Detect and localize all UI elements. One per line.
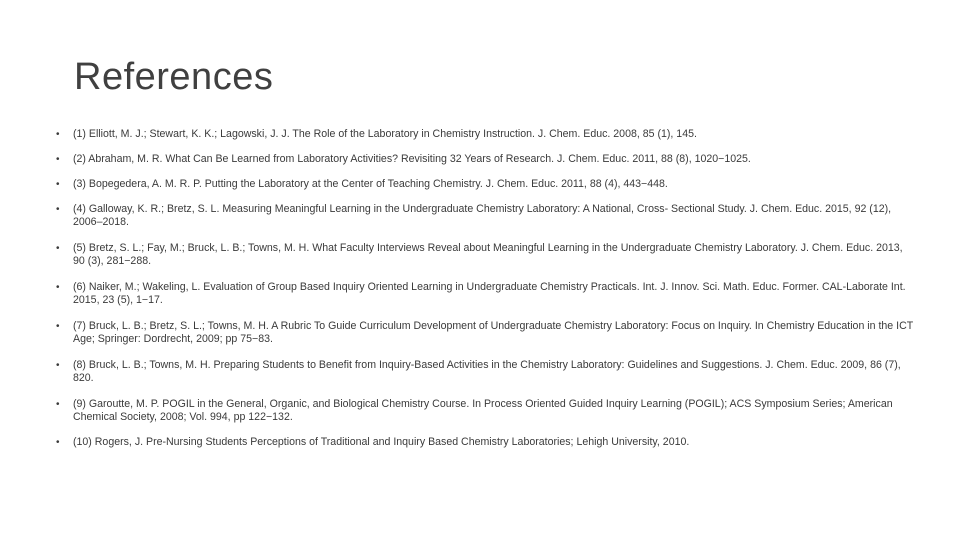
list-item (56, 203, 916, 229)
bullet-icon: • (56, 437, 60, 448)
reference-text: (2) Abraham, M. R. What Can Be Learned from Laboratory Activities? Revisiting 32 Years of Research. J. Chem. Educ. 2011, 88 (8), 1020−1025. (73, 153, 751, 165)
bullet-icon: • (56, 154, 60, 165)
bullet-icon: • (56, 360, 60, 371)
list-item (56, 128, 697, 141)
bullet-icon: • (56, 179, 60, 190)
bullet-icon: • (56, 129, 60, 140)
list-item (56, 359, 916, 385)
list-item (56, 281, 916, 307)
page-title: References (74, 56, 274, 98)
bullet-icon: • (56, 282, 60, 293)
bullet-icon: • (56, 243, 60, 254)
reference-text: (7) Bruck, L. B.; Bretz, S. L.; Towns, M. H. A Rubric To Guide Curriculum Development of Undergraduate Chemistry Laboratory: Focus on Inquiry. In Chemistry Education in the ICT Age; Springer: Dordrecht, 2009; pp 75−83. (73, 320, 914, 345)
bullet-icon: • (56, 321, 60, 332)
reference-text: (6) Naiker, M.; Wakeling, L. Evaluation of Group Based Inquiry Oriented Learning in Undergraduate Chemistry Practicals. Int. J. Innov. Sci. Math. Educ. Former. CAL-Laborate Int. 2015, 23 (5), 1−17. (73, 281, 906, 306)
reference-text: (5) Bretz, S. L.; Fay, M.; Bruck, L. B.; Towns, M. H. What Faculty Interviews Reveal about Meaningful Learning in the Undergraduate Chemistry Laboratory. J. Chem. Educ. 2013, 90 (3), 281−288. (73, 242, 903, 267)
reference-text: (4) Galloway, K. R.; Bretz, S. L. Measuring Meaningful Learning in the Undergraduate Chemistry Laboratory: A National, Cross- Sectional Study. J. Chem. Educ. 2015, 92 (12), 2006–2018. (73, 203, 892, 228)
reference-text: (1) Elliott, M. J.; Stewart, K. K.; Lagowski, J. J. The Role of the Laboratory in Chemistry Instruction. J. Chem. Educ. 2008, 85 (1), 145. (73, 128, 697, 140)
list-item (56, 320, 916, 346)
reference-text: (9) Garoutte, M. P. POGIL in the General, Organic, and Biological Chemistry Course. In Process Oriented Guided Inquiry Learning (POGIL); ACS Symposium Series; American Chemical Society, 2008; Vol. 994, pp 122−132. (73, 398, 893, 423)
list-item (56, 178, 668, 191)
list-item (56, 398, 916, 424)
bullet-icon: • (56, 204, 60, 215)
list-item (56, 153, 751, 166)
list-item (56, 436, 689, 449)
list-item (56, 242, 916, 268)
bullet-icon: • (56, 399, 60, 410)
reference-text: (3) Bopegedera, A. M. R. P. Putting the Laboratory at the Center of Teaching Chemistry. J. Chem. Educ. 2011, 88 (4), 443−448. (73, 178, 668, 190)
reference-text: (10) Rogers, J. Pre-Nursing Students Perceptions of Traditional and Inquiry Based Chemistry Laboratories; Lehigh University, 2010. (73, 436, 690, 448)
reference-text: (8) Bruck, L. B.; Towns, M. H. Preparing Students to Benefit from Inquiry-Based Activities in the Chemistry Laboratory: Guidelines and Suggestions. J. Chem. Educ. 2009, 86 (7), 820. (73, 359, 901, 384)
